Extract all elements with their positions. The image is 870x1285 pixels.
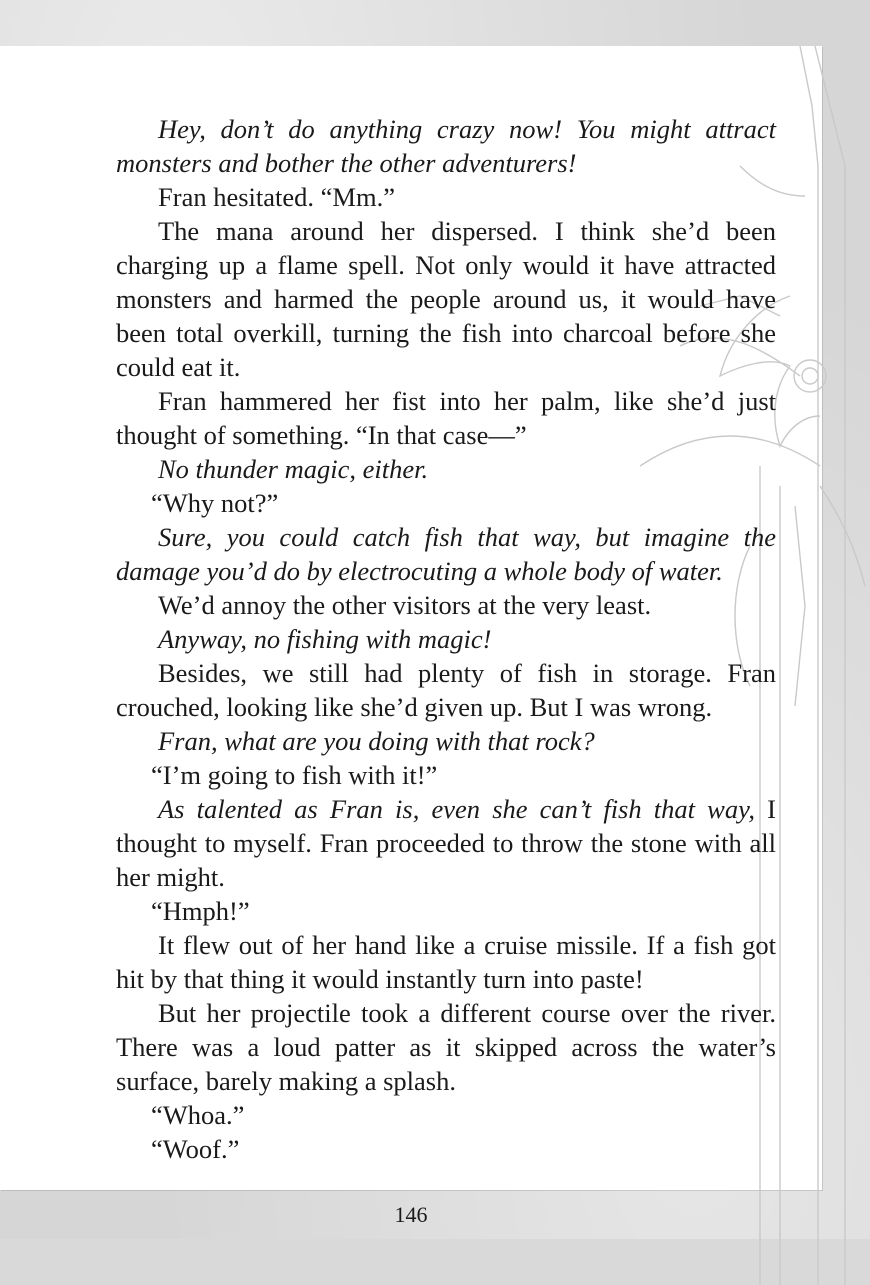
paragraph-italic-part: As talented as Fran is, even she can’t fish that way, [158,794,756,824]
paragraph: Besides, we still had plenty of fish in storage. Fran crouched, looking like she’d given up. But I was wrong. [116,658,776,722]
paragraph: “Woof.” [151,1134,240,1164]
paragraph: The mana around her dispersed. I think she’d been charging up a flame spell. Not only would it have attracted monsters and harmed the people around us, it would have been total overkill, turning the fish into charcoal before she could eat it. [116,216,776,382]
paragraph: “Why not?” [151,488,279,518]
paragraph: No thunder magic, either. [158,454,429,484]
paragraph: Hey, don’t do anything crazy now! You might attract monsters and bother the other adventurers! [116,114,776,178]
paragraph: “I’m going to fish with it!” [151,760,438,790]
paragraph [116,792,776,894]
paragraph: Fran hammered her fist into her palm, like she’d just thought of something. “In that case—” [116,386,776,450]
paragraph: Sure, you could catch fish that way, but imagine the damage you’d do by electrocuting a whole body of water. [116,522,776,586]
paragraph: It flew out of her hand like a cruise missile. If a fish got hit by that thing it would instantly turn into paste! [116,930,776,994]
page-number: 146 [394,1202,428,1227]
paragraph: Fran, what are you doing with that rock? [158,726,595,756]
paragraph: Fran hesitated. “Mm.” [158,182,395,212]
paragraph: We’d annoy the other visitors at the very least. [158,590,652,620]
paragraph: But her projectile took a different course over the river. There was a loud patter as it skipped across the water’s surface, barely making a splash. [116,998,776,1096]
paragraph: Anyway, no fishing with magic! [158,624,492,654]
paragraph: “Whoa.” [151,1100,245,1130]
paragraph-tail: I thought to myself. Fran proceeded to throw the stone with all her might. [116,794,776,892]
text-body [116,112,776,1166]
paragraph: “Hmph!” [151,896,250,926]
page-panel [0,46,822,1227]
